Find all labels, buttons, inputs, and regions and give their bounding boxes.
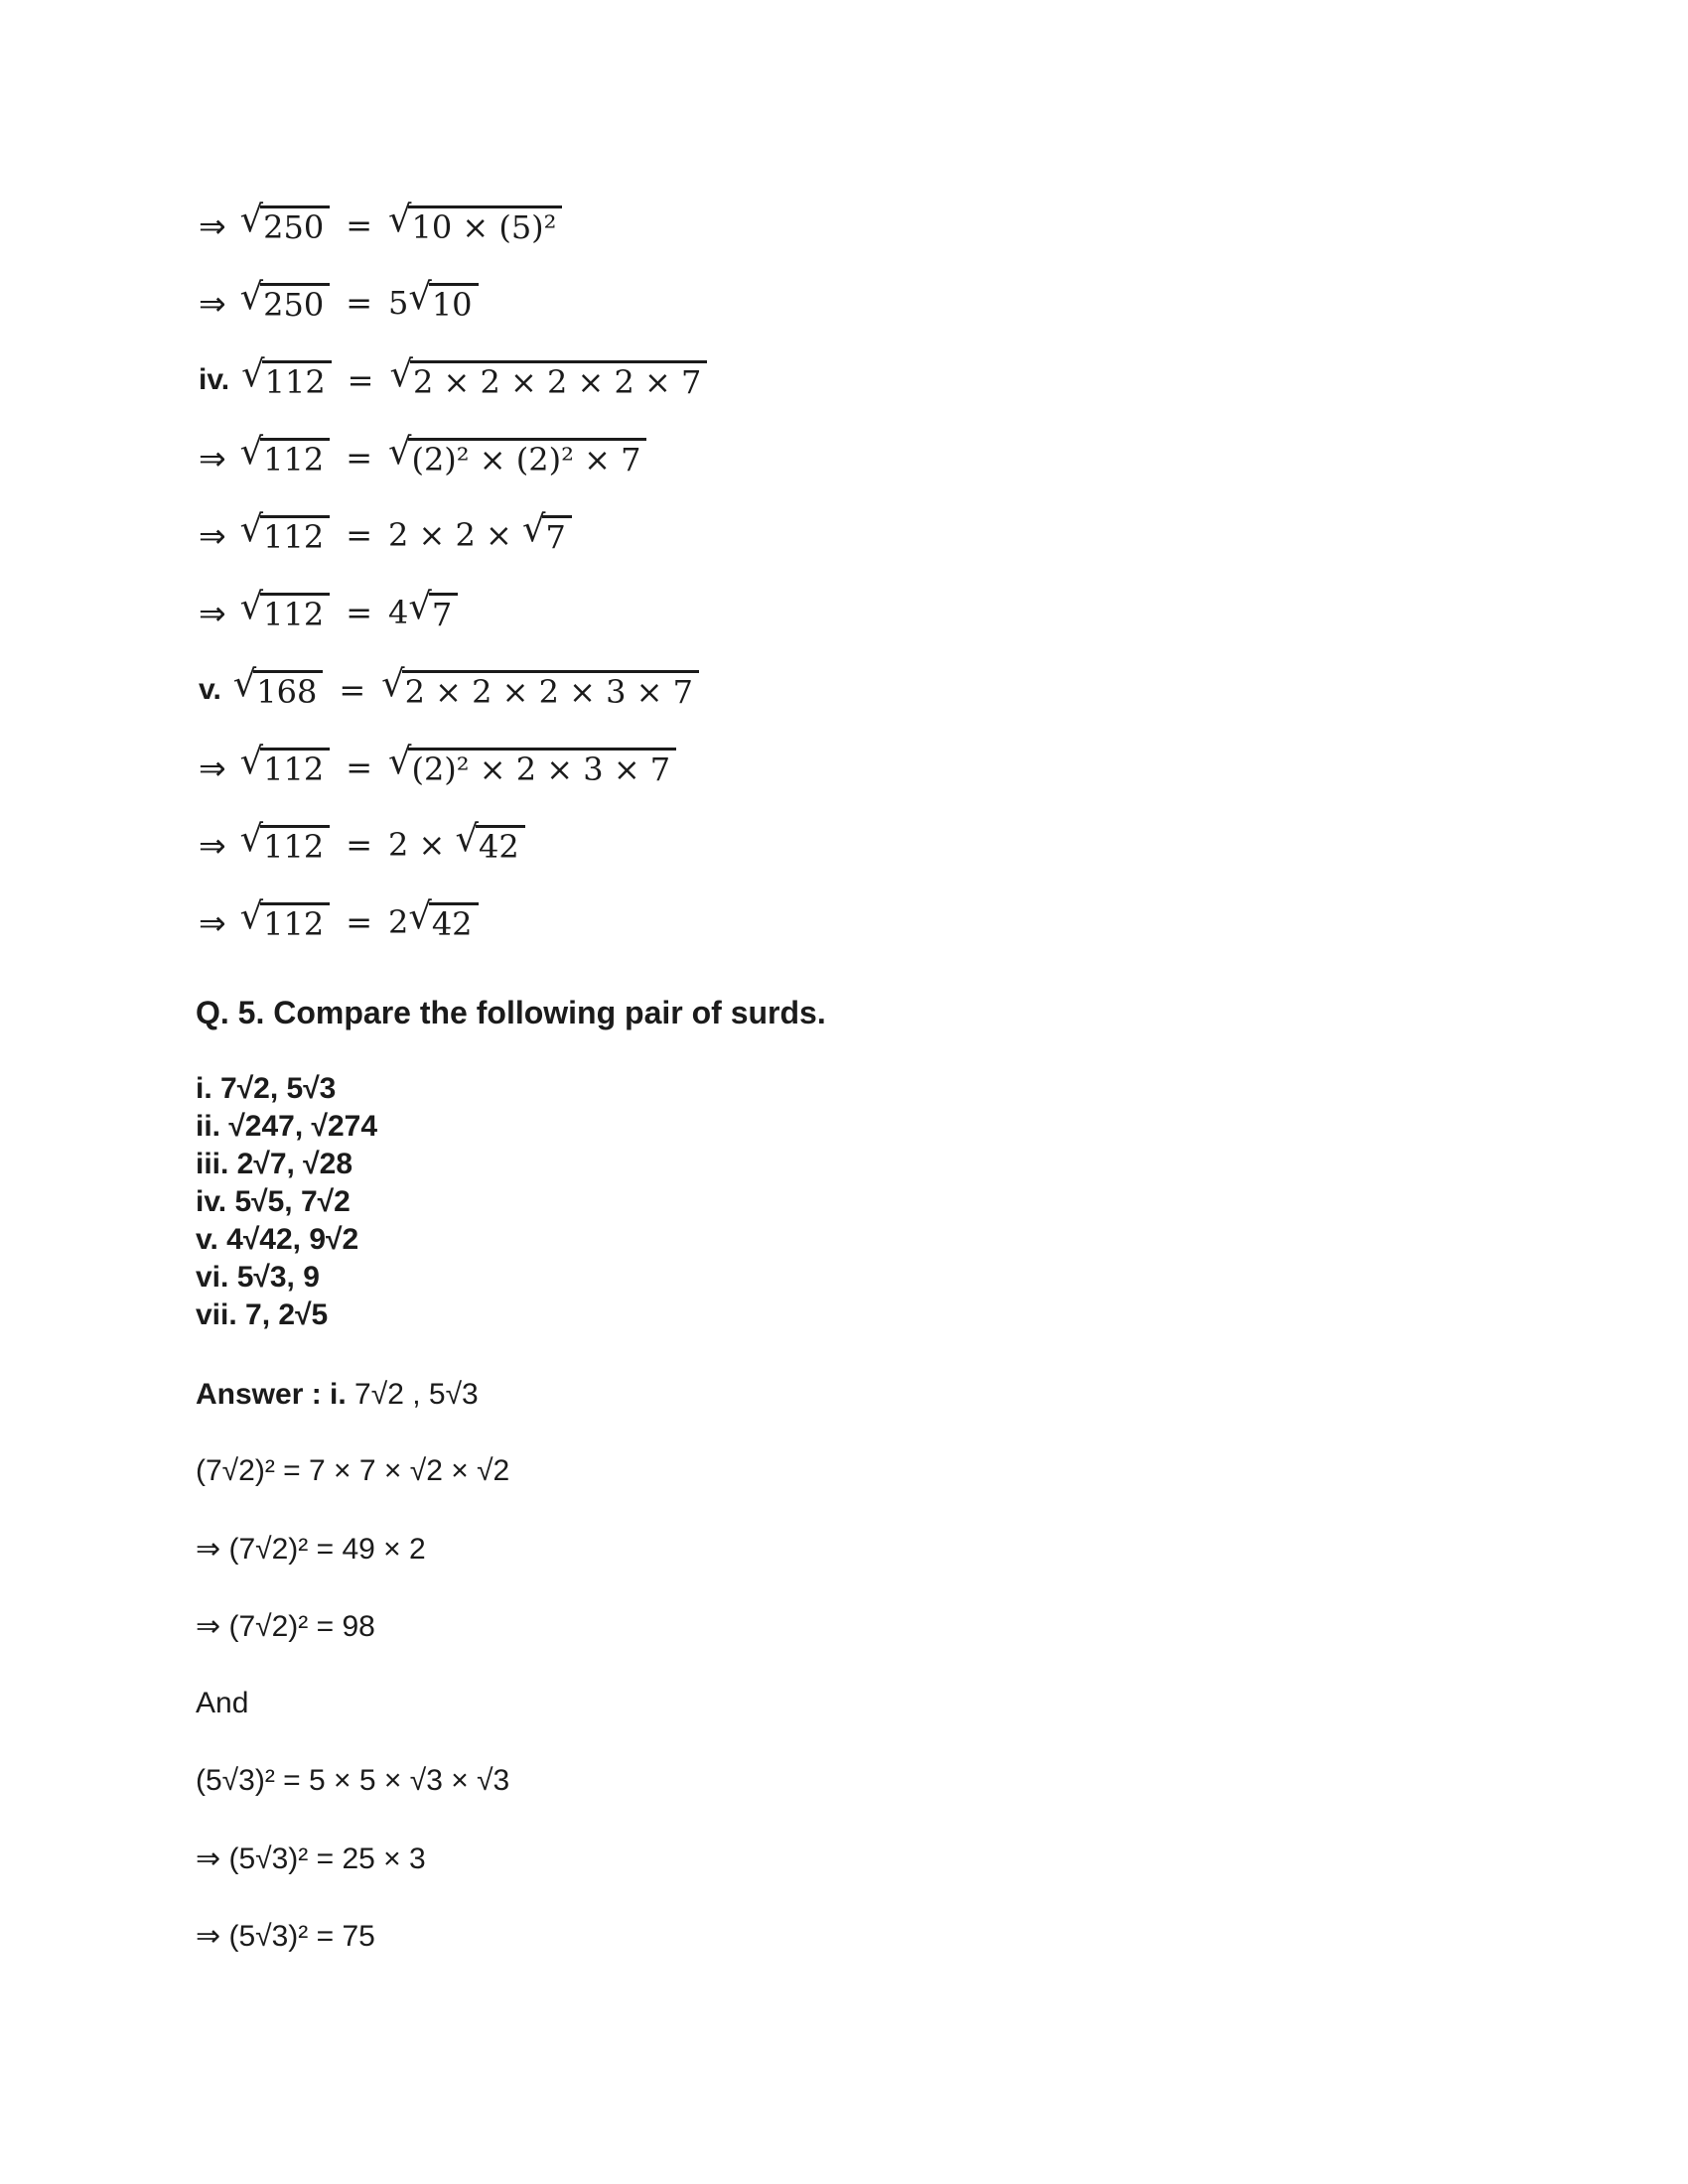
radicand: 2 × 2 × 2 × 3 × 7 <box>402 670 699 710</box>
implies-arrow: ⇒ <box>199 593 226 632</box>
answer-steps-block <box>196 1433 509 1975</box>
equation-line <box>199 651 707 729</box>
answer-step: ⇒ (5√3)² = 75 <box>196 1919 375 1953</box>
surd-pairs-list <box>196 1070 377 1334</box>
equation-line <box>199 419 707 496</box>
radicand: 112 <box>262 360 332 400</box>
radicand: 42 <box>476 825 525 865</box>
math-text: 5 <box>388 284 409 322</box>
radical-sign-icon: √ <box>522 506 546 550</box>
radicand: 112 <box>260 515 330 555</box>
question-heading: Q. 5. Compare the following pair of surds. <box>196 995 826 1030</box>
answer-value: 7√2 , 5√3 <box>354 1378 479 1411</box>
answer-step: And <box>196 1687 249 1719</box>
radical-sign-icon: √ <box>389 351 413 395</box>
radical-expression <box>388 739 676 789</box>
radical-sign-icon: √ <box>239 739 264 782</box>
radicand: 250 <box>260 205 330 245</box>
equation-line <box>199 341 707 419</box>
surd-pair-item: v. 4√42, 9√2 <box>196 1223 359 1256</box>
math-text: 4 <box>388 594 409 631</box>
radicand: 168 <box>253 670 323 710</box>
radical-expression <box>239 429 331 479</box>
equals-sign: = <box>347 361 374 399</box>
answer-step: ⇒ (5√3)² = 25 × 3 <box>196 1842 426 1875</box>
answer-label: Answer : i. <box>196 1378 347 1411</box>
equation-line <box>199 729 707 806</box>
math-text: 2 × <box>388 826 456 864</box>
answer-step: (7√2)² = 7 × 7 × √2 × √2 <box>196 1454 510 1487</box>
radical-sign-icon: √ <box>241 351 265 395</box>
surd-pair-item: iii. 2√7, √28 <box>196 1148 353 1180</box>
answer-step: ⇒ (7√2)² = 98 <box>196 1609 375 1643</box>
equation-line <box>199 264 707 341</box>
radical-sign-icon: √ <box>239 893 264 937</box>
surd-pair-item: ii. √247, √274 <box>196 1110 378 1143</box>
radicand: 10 × (5)² <box>408 205 562 245</box>
radicand: 42 <box>429 902 479 942</box>
radical-sign-icon: √ <box>408 584 432 627</box>
radical-expression <box>389 351 707 402</box>
radicand: 112 <box>260 438 330 478</box>
equation-line <box>199 884 707 961</box>
radical-expression <box>388 197 562 247</box>
equals-sign: = <box>346 439 372 477</box>
radical-expression <box>239 739 331 789</box>
radicand: 112 <box>260 748 330 787</box>
radicand: (2)² × (2)² × 7 <box>408 438 646 478</box>
radicand: 250 <box>260 283 330 323</box>
radicand: (2)² × 2 × 3 × 7 <box>408 748 676 787</box>
radical-expression <box>241 351 332 402</box>
radicand: 7 <box>542 515 571 555</box>
radical-expression <box>239 893 331 944</box>
equation-line <box>199 806 707 884</box>
radical-sign-icon: √ <box>455 816 479 860</box>
radical-sign-icon: √ <box>388 197 412 240</box>
equals-sign: = <box>346 826 372 864</box>
radicand: 112 <box>260 825 330 865</box>
surd-pair-item: iv. 5√5, 7√2 <box>196 1185 351 1218</box>
radical-expression <box>522 506 572 557</box>
radical-sign-icon: √ <box>239 429 264 473</box>
radicand: 112 <box>260 902 330 942</box>
implies-arrow: ⇒ <box>199 205 226 245</box>
radical-sign-icon: √ <box>232 661 257 705</box>
answer-step: (5√3)² = 5 × 5 × √3 × √3 <box>196 1764 510 1797</box>
surd-pair-item: i. 7√2, 5√3 <box>196 1072 337 1105</box>
implies-arrow: ⇒ <box>199 438 226 478</box>
equals-sign: = <box>346 749 372 786</box>
radicand: 10 <box>429 283 479 323</box>
radical-expression <box>239 274 331 325</box>
radical-sign-icon: √ <box>388 739 412 782</box>
radical-expression <box>388 429 646 479</box>
radical-sign-icon: √ <box>239 274 264 318</box>
radical-sign-icon: √ <box>239 506 264 550</box>
radical-sign-icon: √ <box>388 429 412 473</box>
radical-sign-icon: √ <box>408 274 432 318</box>
equation-line <box>199 187 707 264</box>
radicand: 7 <box>429 593 458 632</box>
radical-expression <box>239 584 331 634</box>
math-text: 2 × 2 × <box>388 516 523 554</box>
answer-line <box>196 1378 479 1412</box>
surd-pair-item: vi. 5√3, 9 <box>196 1261 320 1294</box>
simplification-equations-block <box>199 187 707 961</box>
list-marker: v. <box>199 673 221 706</box>
equation-line <box>199 574 707 651</box>
radical-expression <box>408 893 478 944</box>
radicand: 112 <box>260 593 330 632</box>
equals-sign: = <box>346 206 372 244</box>
radical-expression <box>408 274 478 325</box>
radicand: 2 × 2 × 2 × 2 × 7 <box>410 360 707 400</box>
implies-arrow: ⇒ <box>199 748 226 787</box>
radical-expression <box>239 197 331 247</box>
math-text: 2 <box>388 903 409 941</box>
radical-expression <box>455 816 525 867</box>
radical-sign-icon: √ <box>239 197 264 240</box>
radical-expression <box>232 661 324 712</box>
surd-pair-item: vii. 7, 2√5 <box>196 1298 329 1331</box>
implies-arrow: ⇒ <box>199 283 226 323</box>
radical-expression <box>408 584 458 634</box>
radical-sign-icon: √ <box>239 584 264 627</box>
equals-sign: = <box>339 671 366 709</box>
radical-sign-icon: √ <box>239 816 264 860</box>
equation-line <box>199 496 707 574</box>
radical-sign-icon: √ <box>381 661 405 705</box>
list-marker: iv. <box>199 363 230 396</box>
implies-arrow: ⇒ <box>199 902 226 942</box>
radical-expression <box>239 816 331 867</box>
equals-sign: = <box>346 516 372 554</box>
answer-step: ⇒ (7√2)² = 49 × 2 <box>196 1532 426 1566</box>
equals-sign: = <box>346 284 372 322</box>
equals-sign: = <box>346 903 372 941</box>
radical-sign-icon: √ <box>408 893 432 937</box>
implies-arrow: ⇒ <box>199 825 226 865</box>
implies-arrow: ⇒ <box>199 515 226 555</box>
equals-sign: = <box>346 594 372 631</box>
radical-expression <box>381 661 699 712</box>
radical-expression <box>239 506 331 557</box>
